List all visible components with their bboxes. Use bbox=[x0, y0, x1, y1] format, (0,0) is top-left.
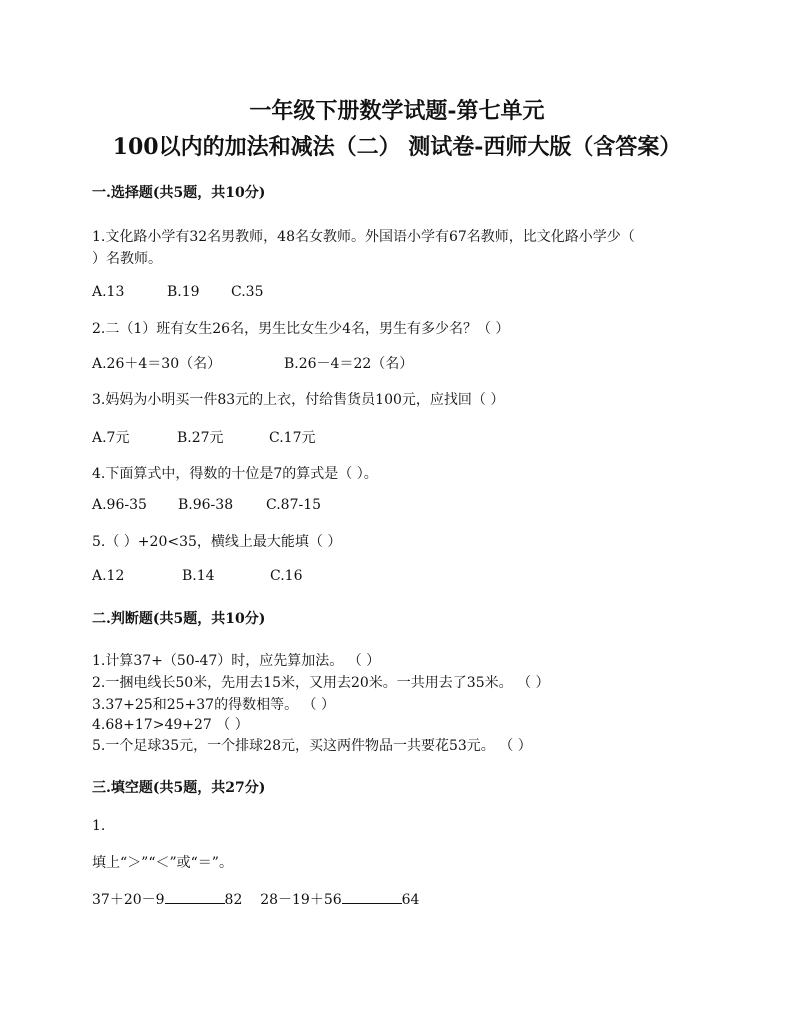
answer-blank-2[interactable] bbox=[342, 891, 402, 904]
option-c: C.87-15 bbox=[266, 497, 322, 513]
answer-blank-1[interactable] bbox=[165, 891, 225, 904]
option-a: A.96-35 bbox=[92, 497, 147, 513]
judge-item-2: 2.一捆电线长50米，先用去15米，又用去20米。一共用去了35米。 （ ） bbox=[92, 675, 550, 691]
expression-2: 28－19＋56 bbox=[260, 892, 342, 908]
option-b: B.27元 bbox=[177, 430, 224, 446]
section-heading-choice: 一.选择题(共5题，共10分) bbox=[92, 185, 266, 201]
section-heading-fill: 三.填空题(共5题，共27分) bbox=[92, 780, 266, 796]
judge-item-4: 4.68+17>49+27 （ ） bbox=[92, 717, 249, 733]
page-subtitle: 100以内的加法和减法（二） 测试卷-西师大版（含答案） bbox=[112, 134, 682, 160]
option-a: A.12 bbox=[92, 568, 125, 584]
question-1-options bbox=[92, 284, 263, 300]
judge-item-5: 5.一个足球35元，一个排球28元，买这两件物品一共要花53元。 （ ） bbox=[92, 738, 532, 754]
fill-question-1-number: 1. bbox=[92, 818, 106, 834]
expression-1: 37＋20－9 bbox=[92, 892, 165, 908]
page-title: 一年级下册数学试题-第七单元 bbox=[249, 98, 545, 124]
value-1: 82 bbox=[224, 892, 243, 908]
option-a: A.7元 bbox=[92, 430, 130, 446]
question-4-options bbox=[92, 497, 321, 513]
value-2: 64 bbox=[401, 892, 420, 908]
option-b: B.19 bbox=[167, 284, 200, 300]
question-4-text: 4.下面算式中，得数的十位是7的算式是（ ）。 bbox=[92, 466, 378, 482]
option-c: C.17元 bbox=[269, 430, 316, 446]
question-1-text-cont: ）名教师。 bbox=[92, 251, 162, 267]
judge-item-3: 3.37+25和25+37的得数相等。 （ ） bbox=[92, 697, 335, 713]
option-c: C.35 bbox=[231, 284, 264, 300]
judge-item-1: 1.计算37+（50-47）时，应先算加法。 （ ） bbox=[92, 653, 381, 669]
option-b: B.26－4＝22（名） bbox=[284, 356, 414, 372]
question-3-options bbox=[92, 427, 315, 447]
question-2-text: 2.二（1）班有女生26名，男生比女生少4名，男生有多少名？（ ） bbox=[92, 321, 510, 337]
option-a: A.26＋4＝30（名） bbox=[92, 356, 222, 372]
option-b: B.96-38 bbox=[178, 497, 234, 513]
question-1-text: 1.文化路小学有32名男教师，48名女教师。外国语小学有67名教师，比文化路小学少（ bbox=[92, 229, 635, 245]
option-c: C.16 bbox=[270, 568, 303, 584]
option-b: B.14 bbox=[182, 568, 215, 584]
question-3-text: 3.妈妈为小明买一件83元的上衣，付给售货员100元，应找回（ ） bbox=[92, 392, 505, 408]
question-5-text: 5.（ ）+20<35，横线上最大能填（ ） bbox=[92, 534, 342, 550]
question-2-options bbox=[92, 353, 413, 373]
section-heading-judge: 二.判断题(共5题，共10分) bbox=[92, 611, 266, 627]
option-a: A.13 bbox=[92, 284, 125, 300]
question-5-options bbox=[92, 568, 302, 584]
fill-question-1-expressions bbox=[92, 889, 419, 909]
fill-question-1-instruction: 填上“＞”“＜”或“＝”。 bbox=[92, 855, 233, 871]
